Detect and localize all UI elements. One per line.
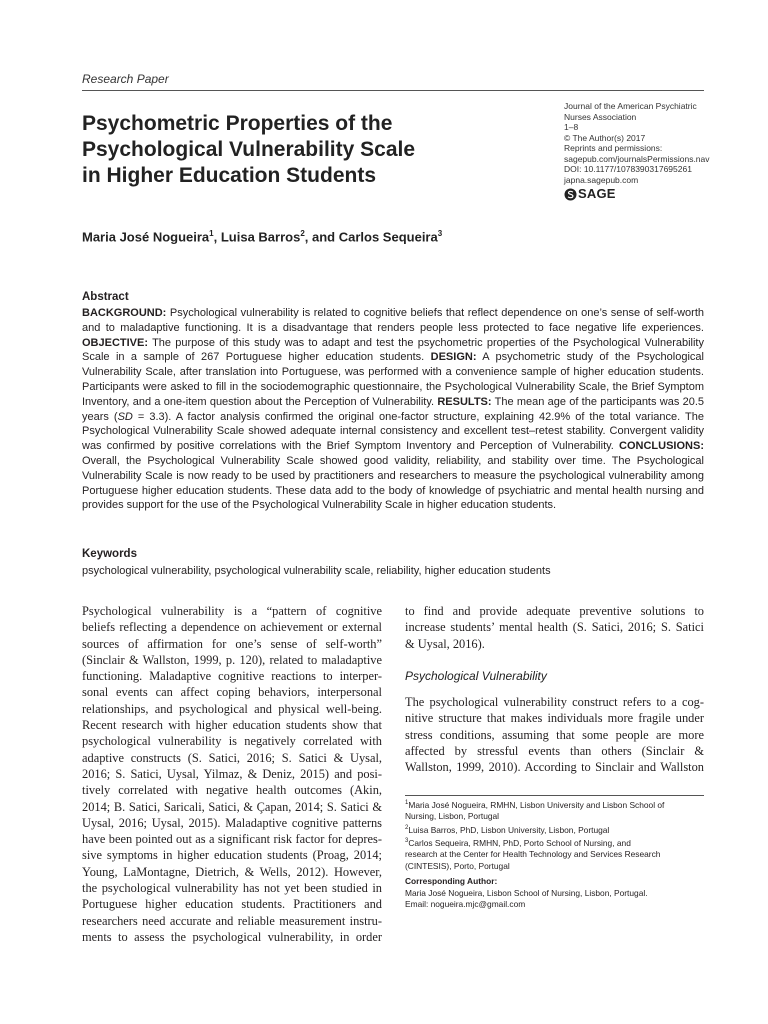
author-list: Maria José Nogueira$^1$, Luisa Barros$^2$, and Carlos Sequeira$^3$	[82, 229, 443, 245]
journal-info-line: 1–8	[564, 122, 579, 132]
paper-type-label: Research Paper	[82, 72, 169, 86]
body-line: ments to assess the psychological vulnerability, in order	[82, 929, 382, 944]
body-line: tively correlated with negative health outcomes (Akin,	[82, 783, 382, 798]
author-affiliation-mark: 2	[300, 229, 305, 238]
body-line: sive symptoms in higher education students (Proag, 2014;	[82, 848, 382, 863]
body-line: nitive structure that makes individuals more fragile under	[405, 711, 704, 726]
article-title	[82, 111, 482, 189]
body-line: sources of affirmation for one’s sense of self-worth”	[82, 636, 382, 651]
body-line: affected by stressful events than others (Sinclair &	[405, 743, 704, 758]
journal-info	[564, 101, 724, 201]
journal-info-line: sagepub.com/journalsPermissions.nav	[564, 153, 710, 164]
corresponding-author-email: Email: nogueira.mjc@gmail.com	[405, 899, 526, 910]
body-line: psychological vulnerability is negatively correlated with	[82, 734, 382, 749]
journal-info-line: © The Author(s) 2017	[564, 132, 646, 143]
abstract-section-label: DESIGN:	[430, 351, 477, 364]
journal-info-line: Nurses Association	[564, 111, 637, 122]
body-line: 2016; S. Satici, Uysal, Yilmaz, & Deniz, 2015) and posi-	[82, 766, 382, 781]
sage-logo-icon	[564, 188, 577, 201]
sage-logo-text: SAGE	[578, 186, 616, 202]
affiliation-footnote: $^3$Carlos Sequeira, RMHN, PhD, Porto School of Nursing, and research at the Center for Health Technology and Services Research (CINTESIS), Porto, Portugal	[405, 837, 661, 871]
footnotes	[405, 798, 705, 911]
body-line: beliefs reflecting a dependence on achievement or external	[82, 620, 382, 635]
title-line: Psychological Vulnerability Scale	[82, 138, 416, 161]
body-line: The psychological vulnerability construct refers to a cog-	[405, 695, 704, 709]
keywords-heading: Keywords	[82, 548, 137, 560]
body-line: 2014; B. Satici, Saricali, Satici, & Çapan, 2014; S. Satici &	[82, 799, 382, 814]
body-line: Psychological vulnerability is a “pattern of cognitive	[82, 604, 382, 618]
body-line: researchers need accurate and reliable measurement instru-	[82, 913, 382, 928]
body-line: adaptive constructs (S. Satici, 2016; S. Satici & Uysal,	[82, 750, 382, 765]
body-line: increase students’ mental health (S. Satici, 2016; S. Satici	[405, 620, 704, 635]
abstract-section-label: RESULTS:	[437, 395, 492, 408]
journal-info-line: Reprints and permissions:	[564, 143, 663, 153]
abstract-heading: Abstract	[82, 291, 129, 303]
author-name: Carlos Sequeira	[338, 229, 438, 245]
author-affiliation-mark: 3	[437, 229, 443, 238]
footnote-divider	[405, 795, 704, 796]
body-line: the psychological vulnerability has not yet been studied in	[82, 881, 382, 896]
affiliation-footnote: $^2$Luisa Barros, PhD, Lisbon University, Lisbon, Portugal	[405, 824, 610, 835]
author-name: Luisa Barros	[220, 229, 301, 245]
body-column-left	[82, 603, 382, 945]
body-line: Portuguese higher education students. Practitioners and	[82, 897, 382, 912]
corresponding-author-line: Maria José Nogueira, Lisbon School of Nursing, Lisbon, Portugal.	[405, 887, 648, 898]
title-line: in Higher Education Students	[82, 164, 377, 187]
header-divider	[82, 90, 704, 91]
abstract-section-label: BACKGROUND:	[82, 307, 167, 319]
body-line: sonal events can affect coping behaviors, interpersonal	[82, 685, 382, 700]
body-line: have been pointed out as a significant risk factor for depres-	[82, 832, 382, 847]
author-name: Maria José Nogueira	[82, 229, 210, 245]
section-subheading: Psychological Vulnerability	[405, 669, 547, 683]
body-line: functioning. Maladaptive cognitive reactions to interper-	[82, 669, 382, 684]
body-line: Uysal, 2016; Uysal, 2015). Maladaptive cognitive patterns	[82, 815, 382, 830]
abstract-section-label: OBJECTIVE:	[82, 336, 149, 349]
abstract-section-label: CONCLUSIONS:	[619, 440, 704, 453]
journal-info-line: Journal of the American Psychiatric	[564, 101, 697, 111]
sage-logo	[564, 188, 724, 201]
abstract-body: BACKGROUND: Psychological vulnerability is related to cognitive beliefs that reflect dependence on one’s sense of self-worth and to maladaptive functioning. It is a disadvantage that renders people less protected to face negative life experiences. OBJECTIVE: The purpose of this study was to adapt and test the psychometric properties of the Psychological Vulnerability Scale in a sample of 267 Portuguese higher education students. DESIGN: A psychometric study of the Psychological Vulnerability Scale, after translation into Portuguese, was performed with a convenience sample of higher education students. Participants were asked to fill in the sociodemographic questionnaire, the Psychological Vulnerability Scale, the Brief Symptom Inventory, and a one-item question about the Perception of Vulnerability. RESULTS: The mean age of the participants was 20.5 years (SD = 3.3). A factor analysis confirmed the original one-factor structure, explaining 42.9% of the total variance. The Psychological Vulnerability Scale showed adequate internal consistency and excellent test–retest stability. Convergent validity was confirmed by positive correlations with the Brief Symptom Inventory and Perception of Vulnerability. CONCLUSIONS: Overall, the Psychological Vulnerability Scale showed good validity, reliability, and stability over time. The Psychological Vulnerability Scale is now ready to be used by practitioners and researchers to measure the psychological vulnerability among Portuguese higher education students. These data add to the body of knowledge of psychiatric and mental health nursing and provides support for the use of the Psychological Vulnerability Scale in higher education students.	[82, 307, 704, 512]
body-line: stress conditions, assuming that some people are more	[405, 727, 704, 742]
body-line: to find and provide adequate preventive solutions to	[405, 604, 704, 618]
affiliation-footnote: $^1$Maria José Nogueira, RMHN, Lisbon University and Lisbon School of Nursing, Lisbon, Portugal	[405, 799, 665, 822]
journal-info-line: DOI: 10.1177/1078390317695261	[564, 164, 692, 174]
body-column-right	[405, 694, 704, 775]
body-line: relationships, and psychological and physical well-being.	[82, 701, 382, 716]
body-line: & Uysal, 2016).	[405, 636, 485, 651]
author-affiliation-mark: 1	[209, 229, 214, 238]
body-line: Wallston, 1999, 2010). According to Sinclair and Wallston	[405, 760, 704, 775]
corresponding-author-heading: Corresponding Author:	[405, 876, 498, 887]
body-line: (Sinclair & Wallston, 1999, p. 120), related to maladaptive	[82, 652, 382, 667]
body-line: Recent research with higher education students show that	[82, 718, 382, 733]
journal-info-line: japna.sagepub.com	[564, 174, 639, 185]
body-line: Young, LaMontagne, Dietrich, & Wells, 2012). However,	[82, 864, 382, 879]
keywords-text: psychological vulnerability, psychological vulnerability scale, reliability, higher education students	[82, 565, 551, 577]
title-line: Psychometric Properties of the	[82, 112, 393, 135]
body-column-right-top	[405, 603, 704, 652]
